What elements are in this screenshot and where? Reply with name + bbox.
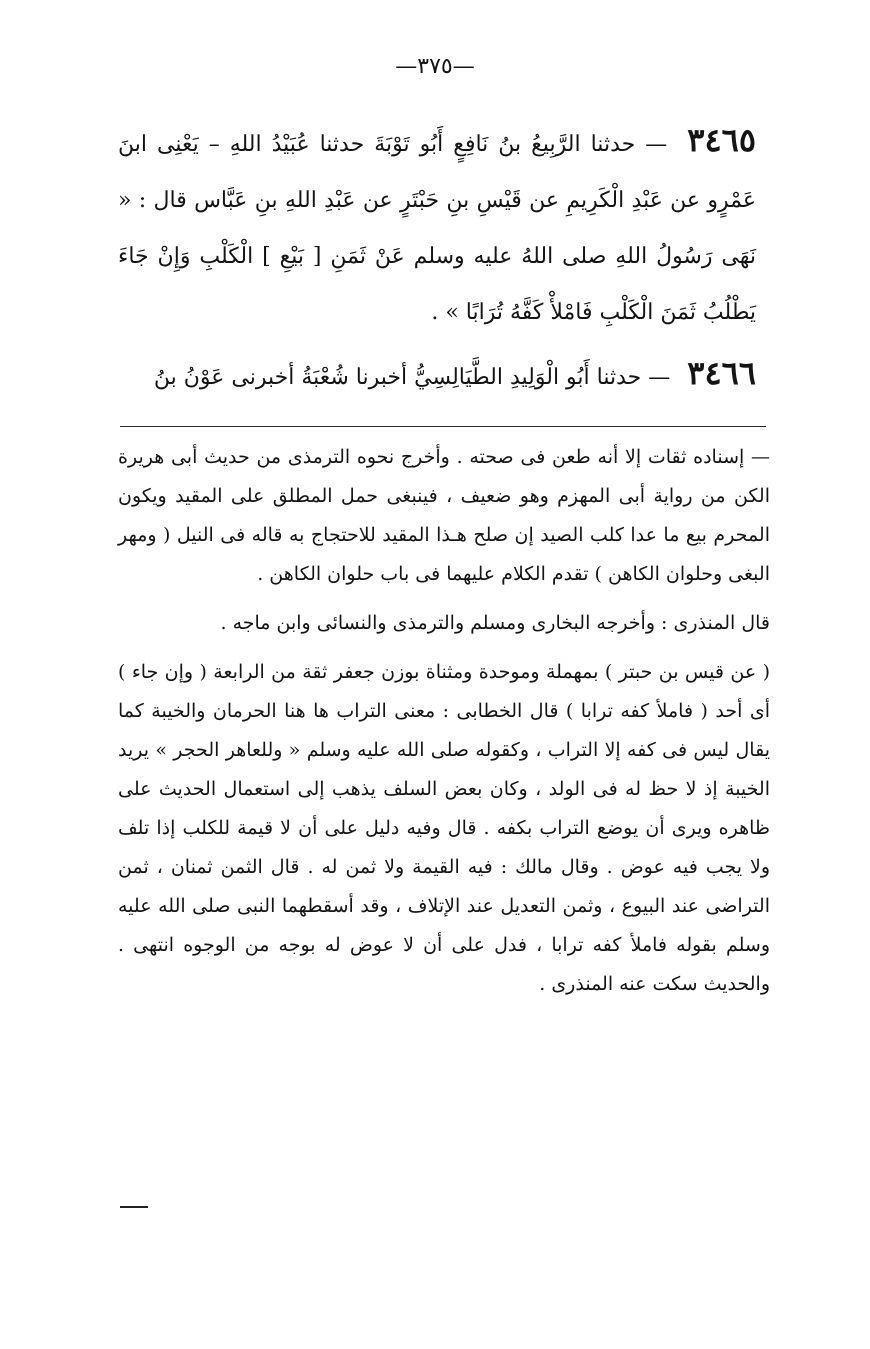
hadith-text: — حدثنا أَبُو الْوَلِيدِ الطَّيَالِسِيُّ أخبرنا شُعْبَةُ أخبرنى عَوْنُ بنُ xyxy=(153,365,671,390)
commentary-paragraph: — إسناده ثقات إلا أنه طعن فى صحته . وأخرج نحوه الترمذى من حديث أبى هريرة الكن من رواية أبى المهزم وهو ضعيف ، فينبغى حمل المطلق على المقيد ويكون المحرم بيع ما عدا كلب الصيد إن صلح هـذا المقيد للاحتجاج به قاله فى النيل ( ومهر البغى وحلوان الكاهن ) تقدم الكلام عليهما فى باب حلوان الكاهن . xyxy=(118,446,770,585)
hadith-3465 xyxy=(118,112,756,341)
page-number: —٣٧٥— xyxy=(395,54,475,79)
hadith-number: ٣٤٦٦ xyxy=(687,354,756,392)
hadith-text: — حدثنا الرَّبِيعُ بنُ نَافِعٍ أَبُو تَوْبَةَ حدثنا عُبَيْدُ اللهِ – يَعْنِى ابنَ عَمْرٍو عن عَبْدِ الْكَرِيمِ عن قَيْسِ بنِ حَبْتَرٍ عن عَبْدِ اللهِ بنِ عَبَّاس قال : « نَهَى رَسُولُ اللهِ صلى اللهُ عليه وسلم عَنْ ثَمَنِ [ بَيْعِ ] الْكَلْبِ وَإِنْ جَاءَ يَطْلُبُ ثَمَنَ الْكَلْبِ فَامْلأْ كَفَّهُ تُرَابًا » . xyxy=(118,132,756,325)
commentary-paragraph: قال المنذرى : وأخرجه البخارى ومسلم والترمذى والنسائى وابن ماجه . xyxy=(220,612,770,634)
end-dash xyxy=(120,1206,148,1208)
hadith-3466 xyxy=(118,345,756,406)
hadith-number: ٣٤٦٥ xyxy=(687,121,756,159)
commentary-section xyxy=(118,438,770,1004)
commentary-paragraph: ( عن قيس بن حبتر ) بمهملة وموحدة ومثناة بوزن جعفر ثقة من الرابعة ( وإن جاء ) أى أحد ( فاملأ كفه ترابا ) قال الخطابى : معنى التراب ها هنا الحرمان والخيبة كما يقال ليس فى كفه إلا التراب ، وكقوله صلى الله عليه وسلم « وللعاهر الحجر » يريد الخيبة إذ لا حظ له فى الولد ، وكان بعض السلف يذهب إلى استعمال الحديث على ظاهره ويرى أن يوضع التراب بكفه . قال وفيه دليل على أن لا قيمة للكلب إذا تلف ولا يجب فيه عوض . وقال مالك : فيه القيمة ولا ثمن له . قال الثمن ثمنان ، ثمن التراضى عند البيوع ، وثمن التعديل عند الإتلاف ، وقد أسقطهما النبى صلى الله عليه وسلم بقوله فاملأ كفه ترابا ، فدل على أن لا عوض له بوجه من الوجوه انتهى . والحديث سكت عنه المنذرى . xyxy=(118,661,770,995)
footnote-divider xyxy=(120,426,766,427)
hadith-section xyxy=(118,112,756,406)
